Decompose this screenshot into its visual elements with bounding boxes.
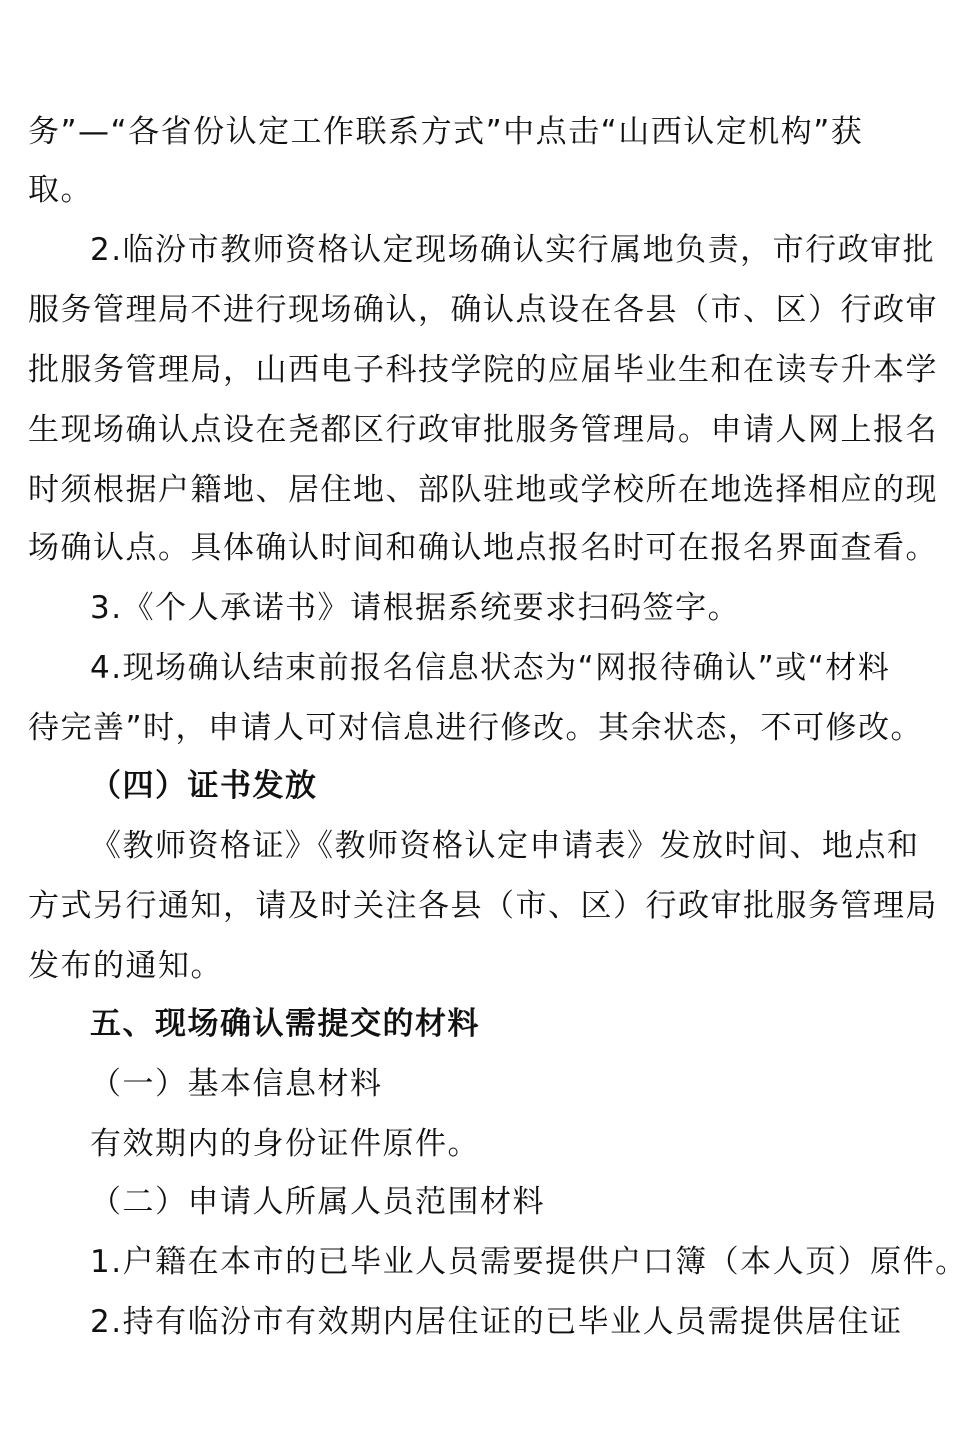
text-line-8: 场确认点。具体确认时间和确认地点报名时可在报名界面查看。 [28,530,938,566]
section-heading-materials: 五、现场确认需提交的材料 [90,1006,480,1042]
text-line-18: 有效期内的身份证件原件。 [90,1126,480,1162]
text-line-6: 生现场确认点设在尧都区行政审批服务管理局。申请人网上报名 [28,412,938,448]
text-line-21: 2.持有临汾市有效期内居住证的已毕业人员需提供居住证 [90,1304,903,1340]
text-line-13: 《教师资格证》《教师资格认定申请表》发放时间、地点和 [90,828,920,864]
text-line-1: 务”—“各省份认定工作联系方式”中点击“山西认定机构”获 [28,114,864,150]
section-heading-certificate: （四）证书发放 [90,768,318,804]
text-line-14: 方式另行通知，请及时关注各县（市、区）行政审批服务管理局 [28,888,938,924]
text-line-15: 发布的通知。 [28,948,223,984]
subsection-heading-scope: （二）申请人所属人员范围材料 [90,1184,545,1220]
text-line-11: 待完善”时，申请人可对信息进行修改。其余状态，不可修改。 [28,710,924,746]
text-line-5: 批服务管理局，山西电子科技学院的应届毕业生和在读专升本学 [28,352,938,388]
text-line-2: 取。 [28,172,93,208]
text-line-9: 3.《个人承诺书》请根据系统要求扫码签字。 [90,590,741,626]
text-line-3: 2.临汾市教师资格认定现场确认实行属地负责，市行政审批 [90,232,936,268]
text-line-20: 1.户籍在本市的已毕业人员需要提供户口簿（本人页）原件。 [90,1244,968,1280]
text-line-10: 4.现场确认结束前报名信息状态为“网报待确认”或“材料 [90,650,891,686]
text-line-4: 服务管理局不进行现场确认，确认点设在各县（市、区）行政审 [28,292,938,328]
subsection-heading-basic: （一）基本信息材料 [90,1066,383,1102]
text-line-7: 时须根据户籍地、居住地、部队驻地或学校所在地选择相应的现 [28,472,938,508]
